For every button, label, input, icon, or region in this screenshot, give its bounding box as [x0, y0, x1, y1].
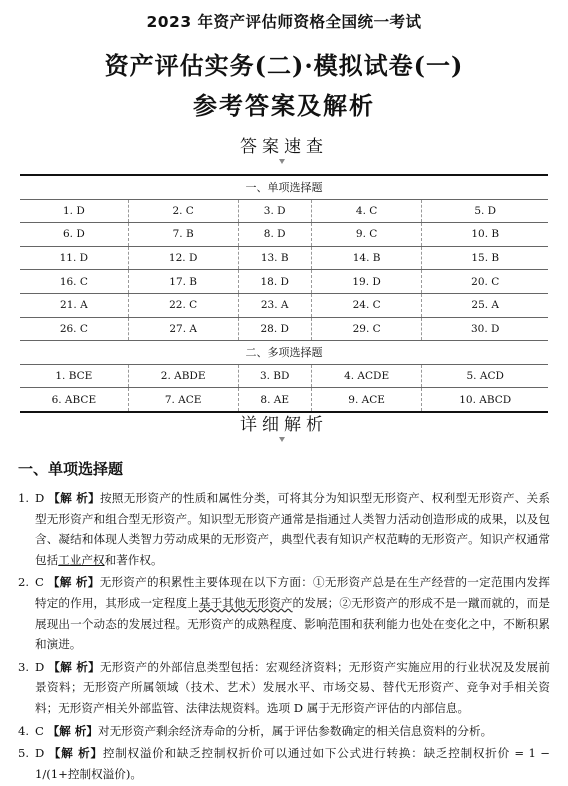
- analysis-tag: 【解 析】: [47, 575, 100, 590]
- item-number: 3.: [18, 659, 30, 674]
- item-text: 控制权溢价和缺乏控制权折价可以通过如下公式进行转换：缺乏控制权折价 = 1 − 1/(1+控制权溢价)。: [35, 746, 550, 781]
- answer-cell: 7. ACE: [128, 388, 238, 412]
- down-triangle-icon: [279, 159, 285, 164]
- details-heading: 详细解析: [240, 415, 328, 435]
- answer-cell: 25. A: [422, 293, 548, 317]
- answer-cell: 1. D: [20, 199, 128, 223]
- item-answer: D: [35, 746, 45, 761]
- analysis-item: [18, 721, 550, 742]
- answer-cell: 12. D: [128, 246, 238, 270]
- answer-cell: 10. B: [422, 223, 548, 247]
- item-text: 的发展；②无形资产的形成不是一蹴而就的，而是展现出一个动态的发展过程。无形资产的成熟程度、影响范围和获利能力也处在变化之中，不断积累和演进。: [35, 595, 550, 652]
- answer-cell: 26. C: [20, 317, 128, 341]
- answer-cell: 2. C: [128, 199, 238, 223]
- underlined-term: 基于其他无形资产: [198, 595, 293, 610]
- answer-cell: 29. C: [311, 317, 422, 341]
- underlined-term: 工业产权: [58, 552, 105, 567]
- multi-choice-caption: 二、多项选择题: [20, 341, 548, 365]
- paper-subtitle: 参考答案及解析: [193, 91, 375, 120]
- item-number: 4.: [18, 723, 30, 738]
- answer-cell: 11. D: [20, 246, 128, 270]
- analysis-tag: 【解 析】: [48, 746, 103, 761]
- answer-table: [20, 174, 548, 413]
- answer-cell: 19. D: [311, 270, 422, 294]
- analysis-tag: 【解 析】: [48, 491, 100, 505]
- answer-cell: 27. A: [128, 317, 238, 341]
- item-answer: C: [35, 723, 44, 738]
- analysis-item: [18, 657, 550, 719]
- item-text: 无形资产的积累性主要体现在以下方面：①无形资产总是在生产经营的一定范围内发挥特定的作用，其形成一定程度上: [35, 575, 550, 610]
- answer-cell: 21. A: [20, 293, 128, 317]
- analysis-list: [18, 488, 550, 786]
- item-text: 无形资产的外部信息类型包括：宏观经济资料；无形资产实施应用的行业状况及发展前景资料；无形资产所属领域（技术、艺术）发展水平、市场交易、替代无形资产、竞争对手相关资料；无形资产相关外部监管、法律法规资料。选项 D 属于无形资产评估的内部信息。: [35, 659, 550, 715]
- analysis-item: [18, 743, 550, 784]
- analysis-item: [18, 572, 550, 654]
- item-text: 和著作权。: [104, 552, 163, 567]
- answer-cell: 22. C: [128, 293, 238, 317]
- down-triangle-icon: [279, 437, 285, 442]
- answer-cell: 10. ABCD: [422, 388, 548, 412]
- item-number: 5.: [18, 746, 30, 761]
- answer-cell: 17. B: [128, 270, 238, 294]
- answer-cell: 2. ABDE: [128, 364, 238, 388]
- answer-cell: 24. C: [311, 293, 422, 317]
- analysis-tag: 【解 析】: [47, 723, 98, 738]
- answer-cell: 18. D: [238, 270, 311, 294]
- answer-cell: 8. D: [238, 223, 311, 247]
- item-answer: C: [35, 575, 44, 590]
- answer-cell: 14. B: [311, 246, 422, 270]
- answer-cell: 4. ACDE: [311, 364, 422, 388]
- answer-cell: 5. ACD: [422, 364, 548, 388]
- answer-cell: 7. B: [128, 223, 238, 247]
- answer-cell: 6. ABCE: [20, 388, 128, 412]
- analysis-tag: 【解 析】: [48, 659, 100, 674]
- answer-cell: 6. D: [20, 223, 128, 247]
- answer-cell: 3. D: [238, 199, 311, 223]
- single-choice-caption: 一、单项选择题: [20, 175, 548, 199]
- answer-cell: 30. D: [422, 317, 548, 341]
- answer-cell: 23. A: [238, 293, 311, 317]
- item-number: 1.: [18, 491, 30, 505]
- item-number: 2.: [18, 575, 30, 590]
- quick-answers-heading: 答案速查: [240, 137, 328, 157]
- item-text: 对无形资产剩余经济寿命的分析，属于评估参数确定的相关信息资料的分析。: [97, 723, 493, 738]
- answer-cell: 1. BCE: [20, 364, 128, 388]
- answer-cell: 15. B: [422, 246, 548, 270]
- analysis-item: [18, 488, 550, 570]
- answer-cell: 8. AE: [238, 388, 311, 412]
- answer-cell: 3. BD: [238, 364, 311, 388]
- answer-cell: 28. D: [238, 317, 311, 341]
- item-text: 按照无形资产的性质和属性分类，可将其分为知识型无形资产、权利型无形资产、关系型无形资产和组合型无形资产。知识型无形资产通常是指通过人类智力活动创造形成的成果，以及包含、凝结和体现人类智力劳动成果的无形资产，典型代表有知识产权范畴的无形资产。知识产权通常包括: [35, 491, 550, 567]
- paper-title: 资产评估实务(二)·模拟试卷(一): [104, 51, 464, 80]
- answer-cell: 5. D: [422, 199, 548, 223]
- item-answer: D: [35, 659, 45, 674]
- answer-cell: 16. C: [20, 270, 128, 294]
- exam-line: 2023 年资产评估师资格全国统一考试: [146, 13, 422, 31]
- answer-cell: 20. C: [422, 270, 548, 294]
- part-title: 一、单项选择题: [18, 460, 124, 478]
- answer-cell: 4. C: [311, 199, 422, 223]
- answer-cell: 13. B: [238, 246, 311, 270]
- answer-cell: 9. C: [311, 223, 422, 247]
- answer-cell: 9. ACE: [311, 388, 422, 412]
- item-answer: D: [35, 491, 45, 505]
